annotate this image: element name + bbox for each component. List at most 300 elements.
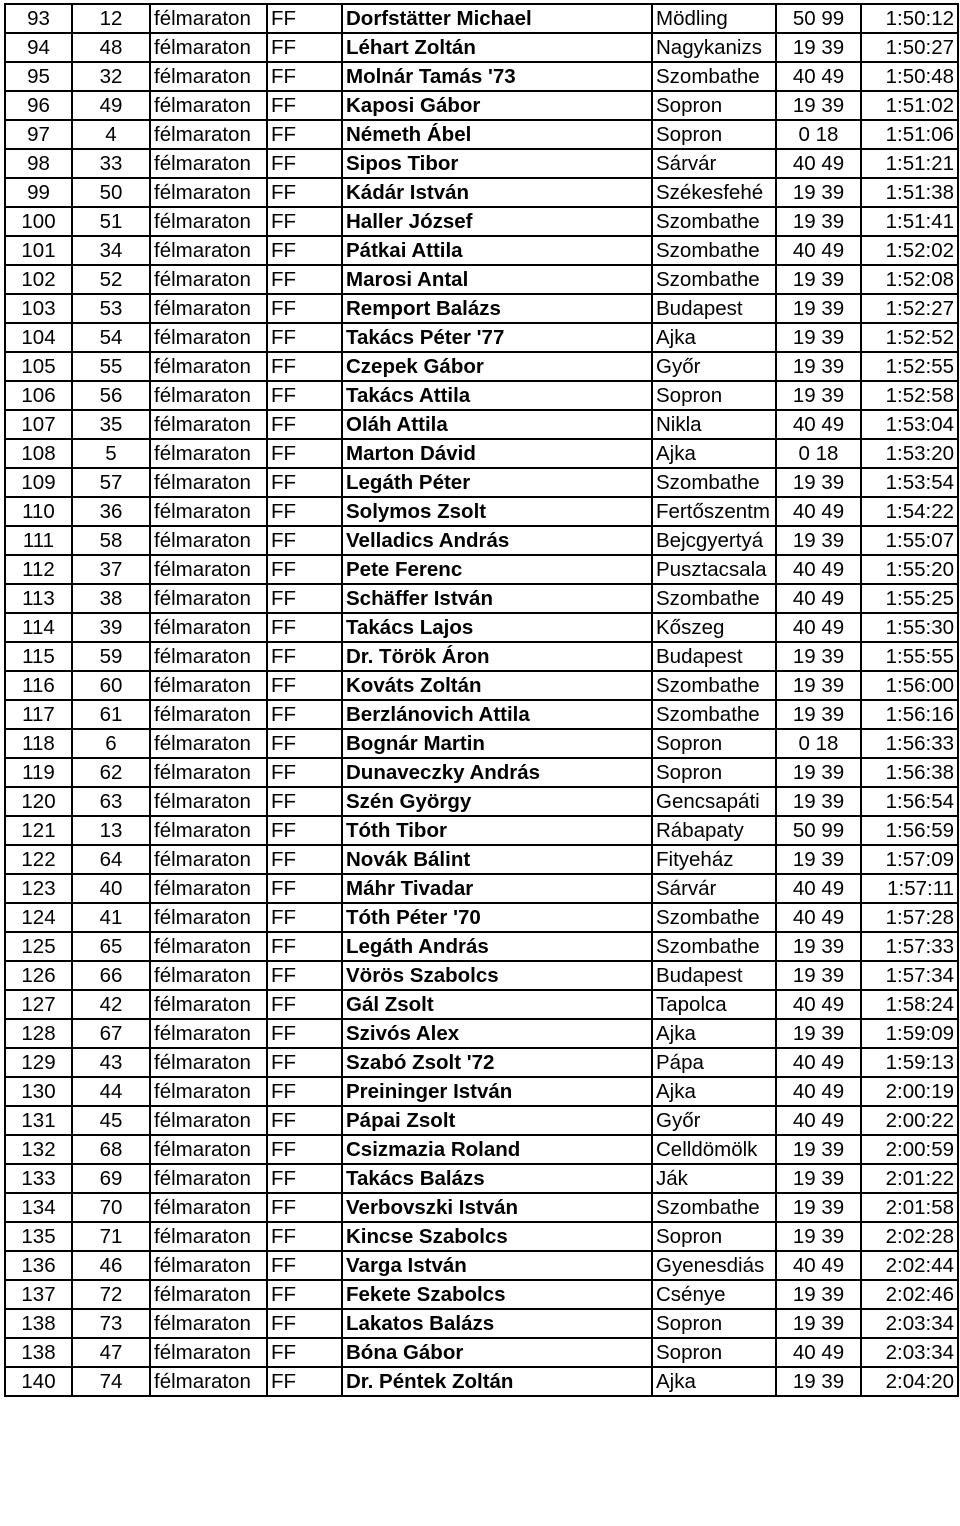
cell-city: Szombathe	[652, 265, 776, 294]
cell-runner-name: Takács Balázs	[342, 1164, 652, 1193]
cell-overall-place: 102	[5, 265, 72, 294]
cell-runner-name: Tóth Tibor	[342, 816, 652, 845]
cell-gender-category: FF	[267, 526, 342, 555]
cell-overall-place: 120	[5, 787, 72, 816]
cell-runner-name: Solymos Zsolt	[342, 497, 652, 526]
cell-category-place: 57	[72, 468, 150, 497]
cell-finish-time: 1:57:09	[861, 845, 958, 874]
cell-finish-time: 1:53:04	[861, 410, 958, 439]
cell-runner-name: Legáth András	[342, 932, 652, 961]
cell-distance: félmaraton	[150, 207, 267, 236]
cell-city: Szombathe	[652, 1193, 776, 1222]
table-row	[5, 178, 958, 207]
cell-category-place: 66	[72, 961, 150, 990]
cell-gender-category: FF	[267, 497, 342, 526]
cell-category-place: 73	[72, 1309, 150, 1338]
table-row	[5, 671, 958, 700]
cell-city: Szombathe	[652, 236, 776, 265]
cell-distance: félmaraton	[150, 1193, 267, 1222]
cell-overall-place: 95	[5, 62, 72, 91]
cell-overall-place: 115	[5, 642, 72, 671]
cell-finish-time: 1:51:38	[861, 178, 958, 207]
cell-distance: félmaraton	[150, 787, 267, 816]
cell-runner-name: Vörös Szabolcs	[342, 961, 652, 990]
cell-distance: félmaraton	[150, 1309, 267, 1338]
cell-gender-category: FF	[267, 1367, 342, 1396]
cell-city: Szombathe	[652, 671, 776, 700]
cell-city: Győr	[652, 1106, 776, 1135]
cell-gender-category: FF	[267, 1280, 342, 1309]
table-row	[5, 1222, 958, 1251]
table-row	[5, 33, 958, 62]
cell-runner-name: Dorfstätter Michael	[342, 4, 652, 33]
cell-runner-name: Schäffer István	[342, 584, 652, 613]
cell-runner-name: Sipos Tibor	[342, 149, 652, 178]
cell-gender-category: FF	[267, 584, 342, 613]
cell-gender-category: FF	[267, 671, 342, 700]
cell-distance: félmaraton	[150, 1338, 267, 1367]
cell-overall-place: 121	[5, 816, 72, 845]
cell-distance: félmaraton	[150, 294, 267, 323]
cell-finish-time: 1:55:30	[861, 613, 958, 642]
cell-age-group: 19 39	[776, 1309, 861, 1338]
cell-city: Ajka	[652, 1077, 776, 1106]
cell-category-place: 72	[72, 1280, 150, 1309]
cell-distance: félmaraton	[150, 468, 267, 497]
cell-city: Sopron	[652, 1338, 776, 1367]
cell-gender-category: FF	[267, 4, 342, 33]
cell-gender-category: FF	[267, 33, 342, 62]
cell-category-place: 36	[72, 497, 150, 526]
cell-runner-name: Haller József	[342, 207, 652, 236]
table-row	[5, 1367, 958, 1396]
cell-category-place: 60	[72, 671, 150, 700]
cell-city: Mödling	[652, 4, 776, 33]
cell-category-place: 65	[72, 932, 150, 961]
cell-age-group: 19 39	[776, 671, 861, 700]
table-row	[5, 265, 958, 294]
table-row	[5, 1135, 958, 1164]
cell-overall-place: 118	[5, 729, 72, 758]
cell-category-place: 51	[72, 207, 150, 236]
cell-gender-category: FF	[267, 729, 342, 758]
cell-city: Budapest	[652, 642, 776, 671]
cell-city: Gencsapáti	[652, 787, 776, 816]
table-row	[5, 439, 958, 468]
cell-gender-category: FF	[267, 613, 342, 642]
cell-city: Budapest	[652, 294, 776, 323]
cell-category-place: 38	[72, 584, 150, 613]
table-row	[5, 584, 958, 613]
cell-overall-place: 100	[5, 207, 72, 236]
cell-city: Ják	[652, 1164, 776, 1193]
cell-gender-category: FF	[267, 468, 342, 497]
cell-runner-name: Oláh Attila	[342, 410, 652, 439]
cell-age-group: 19 39	[776, 526, 861, 555]
cell-runner-name: Novák Bálint	[342, 845, 652, 874]
cell-category-place: 61	[72, 700, 150, 729]
cell-city: Szombathe	[652, 700, 776, 729]
cell-city: Szombathe	[652, 584, 776, 613]
table-row	[5, 236, 958, 265]
cell-overall-place: 116	[5, 671, 72, 700]
cell-age-group: 19 39	[776, 932, 861, 961]
cell-runner-name: Dr. Török Áron	[342, 642, 652, 671]
cell-distance: félmaraton	[150, 4, 267, 33]
cell-finish-time: 1:52:27	[861, 294, 958, 323]
cell-age-group: 40 49	[776, 1106, 861, 1135]
cell-overall-place: 107	[5, 410, 72, 439]
cell-finish-time: 2:01:58	[861, 1193, 958, 1222]
cell-gender-category: FF	[267, 410, 342, 439]
cell-category-place: 47	[72, 1338, 150, 1367]
table-row	[5, 468, 958, 497]
cell-city: Fertőszentm	[652, 497, 776, 526]
results-body	[5, 4, 958, 1396]
cell-category-place: 67	[72, 1019, 150, 1048]
cell-category-place: 5	[72, 439, 150, 468]
cell-finish-time: 1:53:20	[861, 439, 958, 468]
cell-gender-category: FF	[267, 91, 342, 120]
cell-age-group: 19 39	[776, 758, 861, 787]
cell-distance: félmaraton	[150, 149, 267, 178]
cell-overall-place: 93	[5, 4, 72, 33]
cell-finish-time: 2:00:19	[861, 1077, 958, 1106]
cell-overall-place: 110	[5, 497, 72, 526]
cell-runner-name: Remport Balázs	[342, 294, 652, 323]
cell-overall-place: 129	[5, 1048, 72, 1077]
cell-distance: félmaraton	[150, 439, 267, 468]
table-row	[5, 932, 958, 961]
cell-overall-place: 124	[5, 903, 72, 932]
cell-gender-category: FF	[267, 1338, 342, 1367]
cell-age-group: 50 99	[776, 816, 861, 845]
cell-city: Nikla	[652, 410, 776, 439]
cell-category-place: 44	[72, 1077, 150, 1106]
cell-distance: félmaraton	[150, 932, 267, 961]
table-row	[5, 149, 958, 178]
cell-runner-name: Pápai Zsolt	[342, 1106, 652, 1135]
cell-age-group: 50 99	[776, 4, 861, 33]
cell-gender-category: FF	[267, 1048, 342, 1077]
cell-category-place: 52	[72, 265, 150, 294]
cell-city: Nagykanizs	[652, 33, 776, 62]
cell-overall-place: 137	[5, 1280, 72, 1309]
cell-category-place: 64	[72, 845, 150, 874]
cell-age-group: 19 39	[776, 787, 861, 816]
cell-runner-name: Szabó Zsolt '72	[342, 1048, 652, 1077]
cell-category-place: 68	[72, 1135, 150, 1164]
cell-age-group: 40 49	[776, 555, 861, 584]
table-row	[5, 1193, 958, 1222]
table-row	[5, 1309, 958, 1338]
cell-distance: félmaraton	[150, 1251, 267, 1280]
cell-city: Csénye	[652, 1280, 776, 1309]
cell-finish-time: 1:56:33	[861, 729, 958, 758]
cell-runner-name: Dr. Péntek Zoltán	[342, 1367, 652, 1396]
cell-runner-name: Szivós Alex	[342, 1019, 652, 1048]
cell-distance: félmaraton	[150, 671, 267, 700]
cell-finish-time: 1:52:52	[861, 323, 958, 352]
table-row	[5, 207, 958, 236]
table-row	[5, 613, 958, 642]
cell-category-place: 43	[72, 1048, 150, 1077]
cell-category-place: 50	[72, 178, 150, 207]
cell-age-group: 40 49	[776, 903, 861, 932]
cell-gender-category: FF	[267, 236, 342, 265]
cell-age-group: 19 39	[776, 845, 861, 874]
results-table	[4, 3, 959, 1397]
cell-overall-place: 125	[5, 932, 72, 961]
cell-distance: félmaraton	[150, 729, 267, 758]
table-row	[5, 381, 958, 410]
table-row	[5, 294, 958, 323]
cell-overall-place: 111	[5, 526, 72, 555]
cell-gender-category: FF	[267, 1164, 342, 1193]
cell-overall-place: 108	[5, 439, 72, 468]
cell-runner-name: Varga István	[342, 1251, 652, 1280]
cell-distance: félmaraton	[150, 323, 267, 352]
cell-distance: félmaraton	[150, 91, 267, 120]
cell-city: Szombathe	[652, 207, 776, 236]
cell-city: Rábapaty	[652, 816, 776, 845]
cell-gender-category: FF	[267, 1106, 342, 1135]
cell-gender-category: FF	[267, 178, 342, 207]
cell-category-place: 63	[72, 787, 150, 816]
cell-age-group: 19 39	[776, 33, 861, 62]
cell-gender-category: FF	[267, 149, 342, 178]
cell-category-place: 4	[72, 120, 150, 149]
cell-age-group: 19 39	[776, 1222, 861, 1251]
cell-runner-name: Takács Lajos	[342, 613, 652, 642]
cell-gender-category: FF	[267, 294, 342, 323]
cell-age-group: 19 39	[776, 1280, 861, 1309]
table-row	[5, 120, 958, 149]
cell-runner-name: Marton Dávid	[342, 439, 652, 468]
cell-runner-name: Szén György	[342, 787, 652, 816]
cell-age-group: 0 18	[776, 729, 861, 758]
cell-finish-time: 1:59:09	[861, 1019, 958, 1048]
cell-gender-category: FF	[267, 323, 342, 352]
cell-city: Sopron	[652, 758, 776, 787]
table-row	[5, 1106, 958, 1135]
cell-gender-category: FF	[267, 845, 342, 874]
cell-runner-name: Kováts Zoltán	[342, 671, 652, 700]
cell-distance: félmaraton	[150, 1106, 267, 1135]
cell-gender-category: FF	[267, 874, 342, 903]
cell-distance: félmaraton	[150, 62, 267, 91]
cell-overall-place: 123	[5, 874, 72, 903]
cell-finish-time: 1:56:16	[861, 700, 958, 729]
cell-runner-name: Léhart Zoltán	[342, 33, 652, 62]
cell-finish-time: 1:58:24	[861, 990, 958, 1019]
cell-finish-time: 2:03:34	[861, 1338, 958, 1367]
cell-overall-place: 132	[5, 1135, 72, 1164]
cell-gender-category: FF	[267, 555, 342, 584]
cell-age-group: 40 49	[776, 62, 861, 91]
cell-finish-time: 1:55:55	[861, 642, 958, 671]
cell-finish-time: 1:57:28	[861, 903, 958, 932]
cell-runner-name: Csizmazia Roland	[342, 1135, 652, 1164]
cell-runner-name: Kaposi Gábor	[342, 91, 652, 120]
cell-overall-place: 96	[5, 91, 72, 120]
cell-city: Sopron	[652, 91, 776, 120]
cell-finish-time: 1:55:20	[861, 555, 958, 584]
cell-city: Sárvár	[652, 149, 776, 178]
cell-distance: félmaraton	[150, 497, 267, 526]
cell-distance: félmaraton	[150, 990, 267, 1019]
cell-runner-name: Kincse Szabolcs	[342, 1222, 652, 1251]
cell-age-group: 40 49	[776, 990, 861, 1019]
cell-runner-name: Molnár Tamás '73	[342, 62, 652, 91]
cell-overall-place: 136	[5, 1251, 72, 1280]
cell-category-place: 56	[72, 381, 150, 410]
cell-finish-time: 1:51:21	[861, 149, 958, 178]
cell-age-group: 40 49	[776, 584, 861, 613]
cell-gender-category: FF	[267, 265, 342, 294]
cell-city: Pusztacsala	[652, 555, 776, 584]
table-row	[5, 758, 958, 787]
cell-overall-place: 105	[5, 352, 72, 381]
cell-category-place: 6	[72, 729, 150, 758]
cell-city: Ajka	[652, 1019, 776, 1048]
cell-distance: félmaraton	[150, 526, 267, 555]
cell-distance: félmaraton	[150, 1164, 267, 1193]
cell-age-group: 40 49	[776, 1077, 861, 1106]
cell-age-group: 19 39	[776, 1367, 861, 1396]
cell-gender-category: FF	[267, 1135, 342, 1164]
cell-overall-place: 138	[5, 1338, 72, 1367]
table-row	[5, 352, 958, 381]
cell-gender-category: FF	[267, 381, 342, 410]
cell-runner-name: Bognár Martin	[342, 729, 652, 758]
cell-city: Pápa	[652, 1048, 776, 1077]
cell-distance: félmaraton	[150, 700, 267, 729]
cell-city: Celldömölk	[652, 1135, 776, 1164]
cell-age-group: 40 49	[776, 497, 861, 526]
cell-category-place: 39	[72, 613, 150, 642]
cell-category-place: 55	[72, 352, 150, 381]
cell-runner-name: Pátkai Attila	[342, 236, 652, 265]
cell-age-group: 19 39	[776, 352, 861, 381]
cell-gender-category: FF	[267, 439, 342, 468]
cell-gender-category: FF	[267, 1019, 342, 1048]
cell-gender-category: FF	[267, 961, 342, 990]
table-row	[5, 1077, 958, 1106]
cell-runner-name: Máhr Tivadar	[342, 874, 652, 903]
cell-overall-place: 114	[5, 613, 72, 642]
cell-finish-time: 1:51:02	[861, 91, 958, 120]
cell-distance: félmaraton	[150, 265, 267, 294]
cell-age-group: 40 49	[776, 874, 861, 903]
cell-finish-time: 1:56:59	[861, 816, 958, 845]
cell-age-group: 19 39	[776, 323, 861, 352]
cell-overall-place: 126	[5, 961, 72, 990]
cell-distance: félmaraton	[150, 236, 267, 265]
cell-finish-time: 1:51:41	[861, 207, 958, 236]
cell-runner-name: Velladics András	[342, 526, 652, 555]
cell-runner-name: Lakatos Balázs	[342, 1309, 652, 1338]
cell-finish-time: 1:52:08	[861, 265, 958, 294]
cell-category-place: 74	[72, 1367, 150, 1396]
cell-city: Szombathe	[652, 468, 776, 497]
cell-finish-time: 2:02:28	[861, 1222, 958, 1251]
cell-city: Szombathe	[652, 903, 776, 932]
cell-overall-place: 106	[5, 381, 72, 410]
cell-overall-place: 135	[5, 1222, 72, 1251]
cell-runner-name: Preininger István	[342, 1077, 652, 1106]
cell-category-place: 35	[72, 410, 150, 439]
cell-overall-place: 119	[5, 758, 72, 787]
cell-overall-place: 117	[5, 700, 72, 729]
cell-age-group: 0 18	[776, 439, 861, 468]
cell-runner-name: Dunaveczky András	[342, 758, 652, 787]
table-row	[5, 1280, 958, 1309]
cell-finish-time: 1:57:34	[861, 961, 958, 990]
cell-distance: félmaraton	[150, 845, 267, 874]
cell-city: Fityeház	[652, 845, 776, 874]
cell-gender-category: FF	[267, 787, 342, 816]
table-row	[5, 700, 958, 729]
table-row	[5, 62, 958, 91]
cell-city: Bejcgyertyá	[652, 526, 776, 555]
cell-runner-name: Marosi Antal	[342, 265, 652, 294]
cell-category-place: 49	[72, 91, 150, 120]
table-row	[5, 1019, 958, 1048]
cell-gender-category: FF	[267, 642, 342, 671]
cell-city: Sopron	[652, 381, 776, 410]
cell-finish-time: 1:57:11	[861, 874, 958, 903]
cell-overall-place: 140	[5, 1367, 72, 1396]
cell-city: Sopron	[652, 1222, 776, 1251]
cell-category-place: 70	[72, 1193, 150, 1222]
cell-finish-time: 1:52:02	[861, 236, 958, 265]
cell-overall-place: 127	[5, 990, 72, 1019]
cell-category-place: 34	[72, 236, 150, 265]
table-row	[5, 845, 958, 874]
cell-finish-time: 1:52:58	[861, 381, 958, 410]
cell-age-group: 19 39	[776, 1164, 861, 1193]
cell-overall-place: 113	[5, 584, 72, 613]
cell-overall-place: 131	[5, 1106, 72, 1135]
cell-overall-place: 122	[5, 845, 72, 874]
cell-age-group: 0 18	[776, 120, 861, 149]
cell-gender-category: FF	[267, 700, 342, 729]
cell-distance: félmaraton	[150, 903, 267, 932]
table-row	[5, 961, 958, 990]
cell-finish-time: 1:55:25	[861, 584, 958, 613]
cell-distance: félmaraton	[150, 555, 267, 584]
cell-category-place: 46	[72, 1251, 150, 1280]
cell-finish-time: 1:59:13	[861, 1048, 958, 1077]
cell-finish-time: 2:00:22	[861, 1106, 958, 1135]
cell-gender-category: FF	[267, 1251, 342, 1280]
cell-city: Szombathe	[652, 932, 776, 961]
cell-age-group: 19 39	[776, 1193, 861, 1222]
cell-age-group: 19 39	[776, 91, 861, 120]
table-row	[5, 1164, 958, 1193]
cell-overall-place: 94	[5, 33, 72, 62]
cell-finish-time: 2:03:34	[861, 1309, 958, 1338]
table-row	[5, 410, 958, 439]
cell-runner-name: Takács Attila	[342, 381, 652, 410]
cell-overall-place: 97	[5, 120, 72, 149]
cell-gender-category: FF	[267, 903, 342, 932]
table-row	[5, 526, 958, 555]
cell-runner-name: Fekete Szabolcs	[342, 1280, 652, 1309]
table-row	[5, 874, 958, 903]
cell-overall-place: 104	[5, 323, 72, 352]
